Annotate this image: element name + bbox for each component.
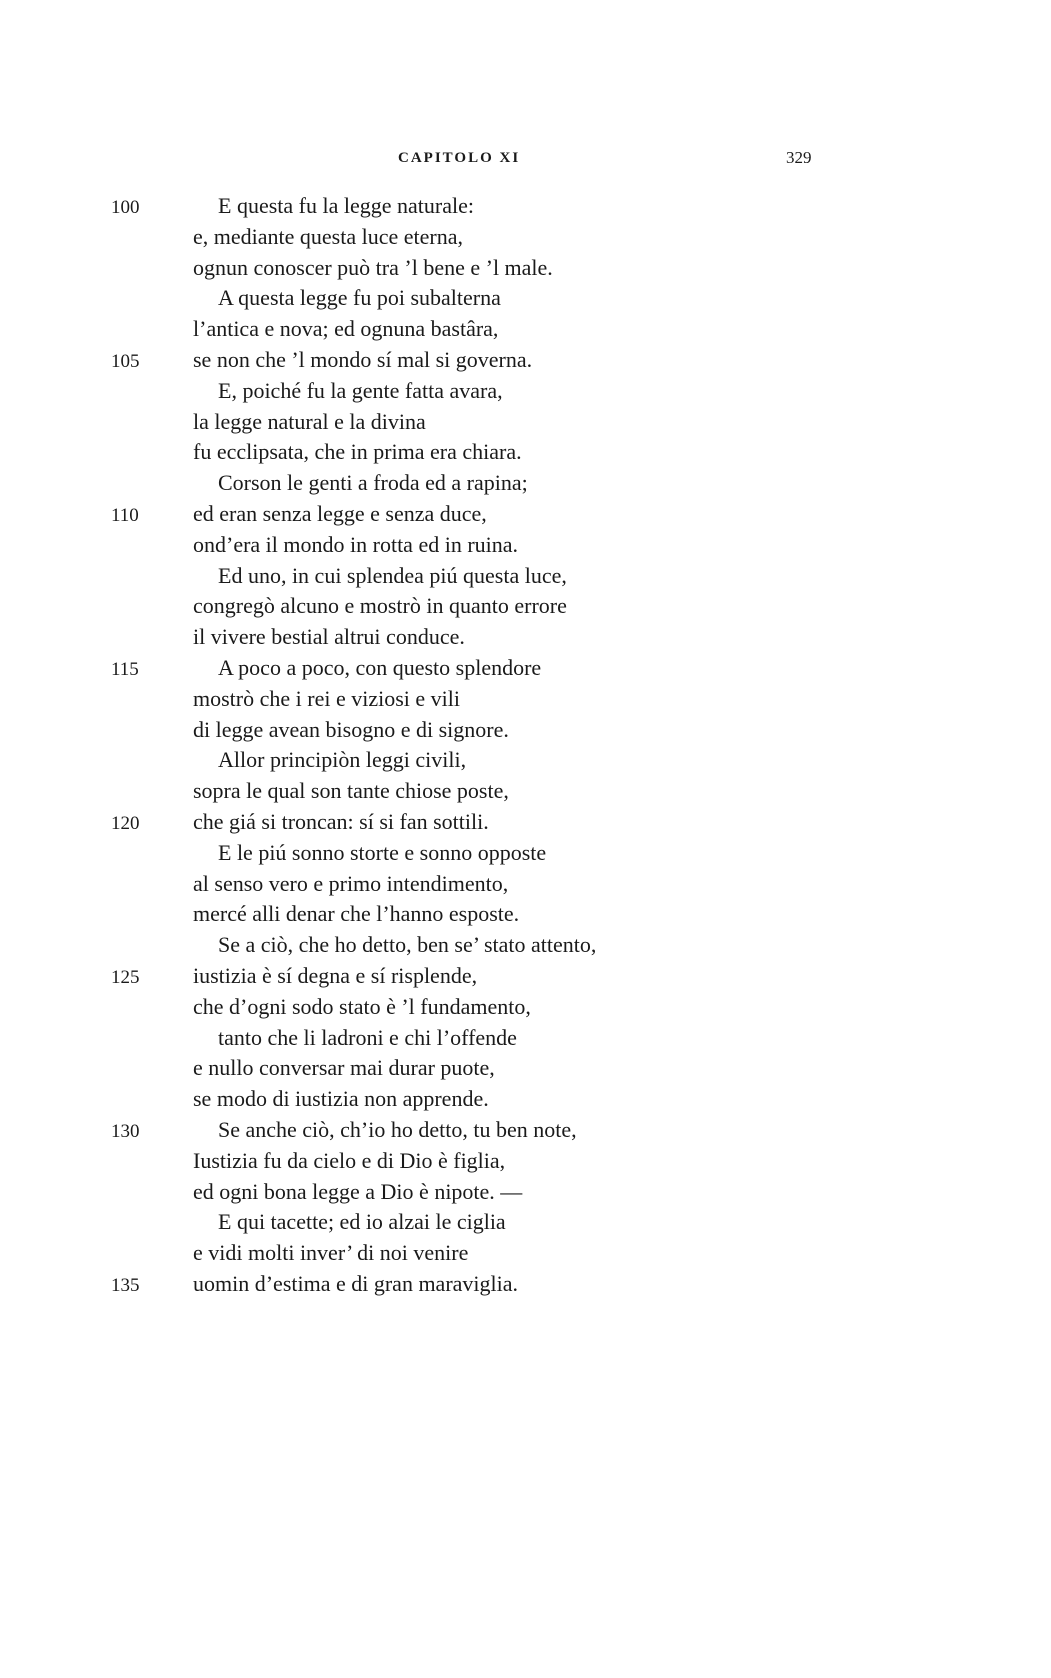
- verse-line: [0, 686, 1051, 718]
- line-number: 110: [111, 505, 139, 526]
- verse-line: [0, 593, 1051, 625]
- verse-text: E le piú sonno storte e sonno opposte: [218, 839, 547, 865]
- verse-line: [0, 1271, 1051, 1303]
- verse-line: [0, 1179, 1051, 1211]
- verse-text: di legge avean bisogno e di signore.: [193, 716, 509, 742]
- verse-line: [0, 470, 1051, 502]
- running-header-title: CAPITOLO XI: [398, 150, 521, 166]
- verse-text: A questa legge fu poi subalterna: [218, 285, 501, 311]
- verse-text: congregò alcuno e mostrò in quanto errore: [193, 593, 567, 619]
- verse-text: se modo di iustizia non apprende.: [193, 1086, 489, 1112]
- verse-text: uomin d’estima e di gran maraviglia.: [193, 1271, 519, 1296]
- verse-text: E, poiché fu la gente fatta avara,: [218, 377, 503, 403]
- line-number: 115: [111, 659, 139, 680]
- verse-text: Se a ciò, che ho detto, ben se’ stato attento,: [218, 932, 597, 958]
- verse-line: [0, 347, 1051, 379]
- verse-text: al senso vero e primo intendimento,: [193, 870, 509, 896]
- verse-text: che giá si troncan: sí si fan sottili.: [193, 809, 489, 834]
- verse-line: [0, 778, 1051, 810]
- page-number: 329: [786, 148, 812, 167]
- verse-text: Ed uno, in cui splendea piú questa luce,: [218, 562, 567, 588]
- verse-text: tanto che li ladroni e chi l’offende: [218, 1024, 517, 1050]
- verse-text: fu ecclipsata, che in prima era chiara.: [193, 439, 522, 465]
- line-number: 120: [111, 813, 140, 834]
- verse-line: [0, 717, 1051, 749]
- verse-text: se non che ’l mondo sí mal si governa.: [193, 347, 533, 372]
- verse-line: [0, 1086, 1051, 1118]
- verse-line: [0, 624, 1051, 656]
- line-number: 125: [111, 967, 140, 988]
- verse-text: e, mediante questa luce eterna,: [193, 223, 463, 249]
- verse-text: il vivere bestial altrui conduce.: [193, 624, 465, 650]
- verse-line: [0, 1209, 1051, 1241]
- verse-line: [0, 1117, 1051, 1149]
- verse-text: che d’ogni sodo stato è ’l fundamento,: [193, 993, 531, 1019]
- verse-line: [0, 1025, 1051, 1057]
- verse-text: Se anche ciò, ch’io ho detto, tu ben note,: [218, 1117, 577, 1142]
- verse-text: E questa fu la legge naturale:: [218, 193, 474, 218]
- verse-line: [0, 963, 1051, 995]
- verse-text: ond’era il mondo in rotta ed in ruina.: [193, 531, 519, 557]
- verse-line: [0, 439, 1051, 471]
- verse-text: l’antica e nova; ed ognuna bastâra,: [193, 316, 499, 342]
- verse-line: [0, 285, 1051, 317]
- verse-line: [0, 1055, 1051, 1087]
- verse-text: A poco a poco, con questo splendore: [218, 655, 542, 680]
- line-number: 135: [111, 1275, 140, 1296]
- verse-text: e nullo conversar mai durar puote,: [193, 1055, 495, 1081]
- verse-line: [0, 1240, 1051, 1272]
- verse-line: [0, 255, 1051, 287]
- verse-text: ognun conoscer può tra ’l bene e ’l male.: [193, 254, 553, 280]
- verse-line: [0, 655, 1051, 687]
- verse-text: E qui tacette; ed io alzai le ciglia: [218, 1209, 506, 1235]
- verse-line: [0, 747, 1051, 779]
- verse-text: Iustizia fu da cielo e di Dio è figlia,: [193, 1147, 506, 1173]
- verse-line: [0, 316, 1051, 348]
- verse-line: [0, 901, 1051, 933]
- verse-text: Corson le genti a froda ed a rapina;: [218, 470, 528, 496]
- verse-line: [0, 378, 1051, 410]
- verse-line: [0, 871, 1051, 903]
- verse-text: e vidi molti inver’ di noi venire: [193, 1240, 469, 1266]
- line-number: 105: [111, 351, 140, 372]
- verse-text: la legge natural e la divina: [193, 408, 426, 434]
- verse-line: [0, 932, 1051, 964]
- verse-text: ed eran senza legge e senza duce,: [193, 501, 487, 526]
- verse-text: iustizia è sí degna e sí risplende,: [193, 963, 478, 988]
- verse-line: [0, 501, 1051, 533]
- verse-text: ed ogni bona legge a Dio è nipote. —: [193, 1178, 523, 1204]
- verse-line: [0, 809, 1051, 841]
- verse-line: [0, 193, 1051, 225]
- line-number: 130: [111, 1121, 140, 1142]
- verse-line: [0, 1148, 1051, 1180]
- verse-text: mostrò che i rei e viziosi e vili: [193, 685, 460, 711]
- verse-line: [0, 840, 1051, 872]
- verse-line: [0, 409, 1051, 441]
- verse-line: [0, 563, 1051, 595]
- verse-line: [0, 224, 1051, 256]
- verse-text: sopra le qual son tante chiose poste,: [193, 778, 509, 804]
- verse-line: [0, 994, 1051, 1026]
- verse-line: [0, 532, 1051, 564]
- verse-text: mercé alli denar che l’hanno esposte.: [193, 901, 520, 927]
- verse-text: Allor principiòn leggi civili,: [218, 747, 467, 773]
- line-number: 100: [111, 197, 140, 218]
